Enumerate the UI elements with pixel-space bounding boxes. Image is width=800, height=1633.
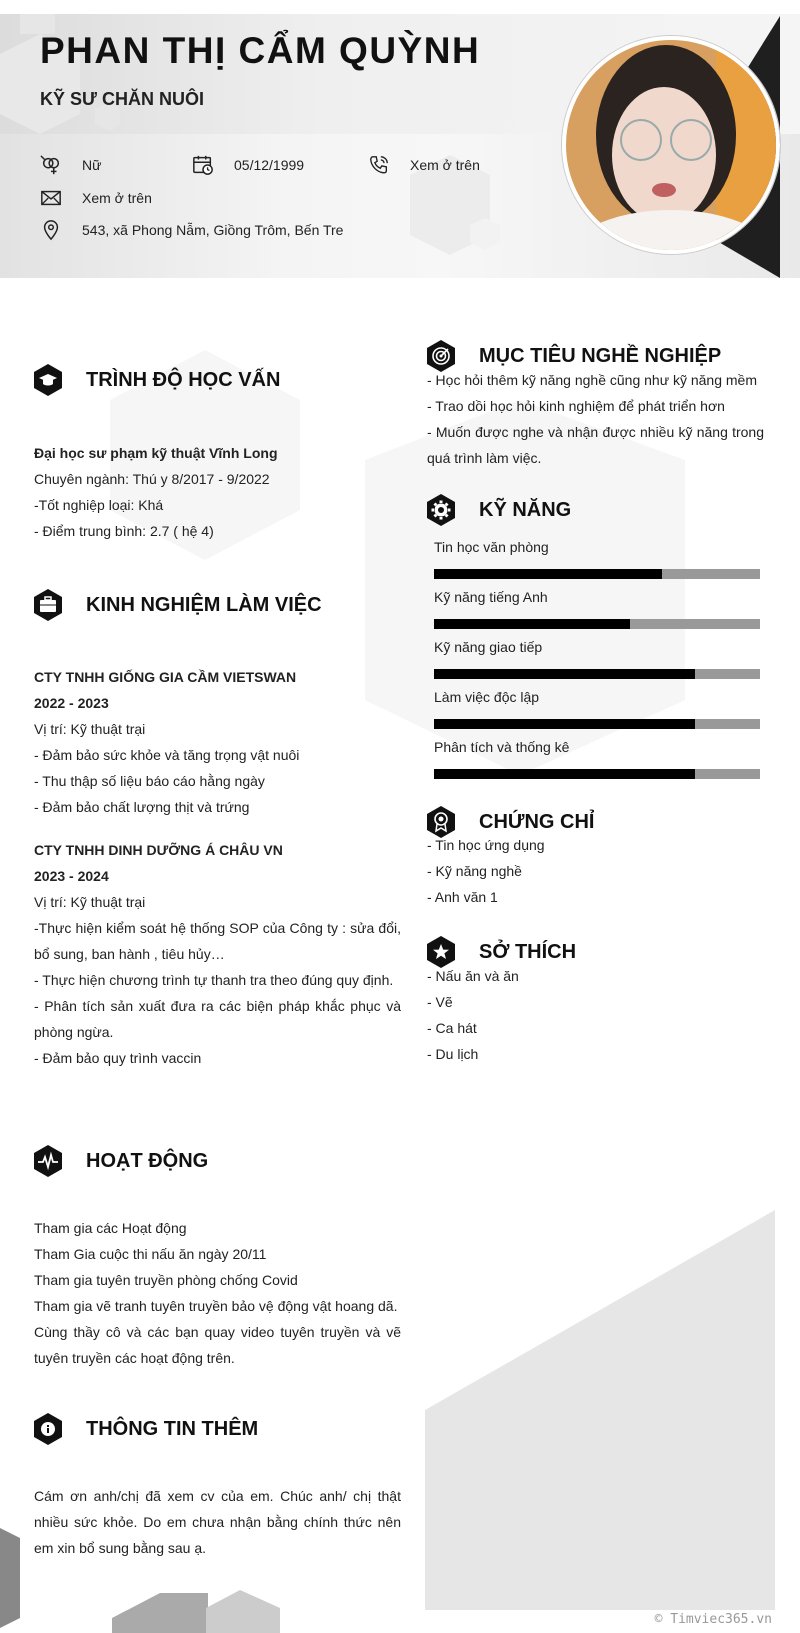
certificate-item: - Tin học ứng dụng [427, 837, 545, 853]
job-period: 2022 - 2023 [34, 695, 109, 711]
gear-icon [427, 494, 455, 526]
education-heading [34, 364, 280, 396]
email-value: Xem ở trên [82, 190, 152, 206]
hobby-item: - Du lịch [427, 1046, 479, 1062]
job-duty: - Đảm bảo sức khỏe và tăng trọng vật nuôi [34, 747, 300, 763]
job-company: CTY TNHH GIỐNG GIA CẦM VIETSWAN [34, 669, 297, 685]
activity-line: Tham Gia cuộc thi nấu ăn ngày 20/11 [34, 1246, 267, 1262]
skill-item [434, 739, 760, 779]
skill-name: Phân tích và thống kê [434, 739, 570, 755]
certificate-item: - Kỹ năng nghề [427, 863, 522, 879]
gender-row [40, 154, 101, 176]
graduation-cap-icon [34, 364, 62, 396]
activities-heading [34, 1145, 208, 1177]
education-line: - Điểm trung bình: 2.7 ( hệ 4) [34, 523, 214, 539]
job-duty: -Thực hiện kiểm soát hệ thống SOP của Công ty : sửa đổi, bổ sung, ban hành , tiêu hủy… [34, 920, 401, 962]
skills-heading [427, 494, 571, 526]
skill-bar [434, 769, 760, 779]
education-school: Đại học sư phạm kỹ thuật Vĩnh Long [34, 445, 278, 461]
job-position: Vị trí: Kỹ thuật trại [34, 894, 146, 910]
pulse-icon [34, 1145, 62, 1177]
activity-line: Tham gia tuyên truyền phòng chống Covid [34, 1272, 298, 1288]
hobby-item: - Vẽ [427, 994, 453, 1010]
dob-row [192, 154, 304, 176]
hobbies-content [427, 963, 764, 1067]
education-title: TRÌNH ĐỘ HỌC VẤN [86, 368, 281, 391]
skill-name: Kỹ năng giao tiếp [434, 639, 543, 655]
activities-title: HOẠT ĐỘNG [86, 1149, 209, 1172]
skill-name: Làm việc độc lập [434, 689, 540, 705]
hobby-item: - Ca hát [427, 1020, 477, 1036]
education-content [34, 440, 404, 544]
objective-line: - Trao dồi học hỏi kinh nghiệm để phát triển hơn [427, 398, 725, 414]
gender-icon [40, 154, 62, 176]
extra-info-text: Cám ơn anh/chị đã xem cv của em. Chúc anh/ chị thật nhiều sức khỏe. Do em chưa nhận bằng chính thức nên em xin bổ sung bằng sau ạ. [34, 1488, 401, 1556]
job-duty: - Phân tích sản xuất đưa ra các biện pháp khắc phục và phòng ngừa. [34, 998, 401, 1040]
job-period: 2023 - 2024 [34, 868, 109, 884]
skill-bar [434, 569, 760, 579]
extra-info-heading [34, 1413, 258, 1445]
skill-bar [434, 619, 760, 629]
job-duty: - Thu thập số liệu báo cáo hằng ngày [34, 773, 265, 789]
skill-item [434, 589, 760, 629]
extra-info-title: THÔNG TIN THÊM [86, 1417, 259, 1440]
skill-bar-fill [434, 719, 695, 729]
envelope-icon [40, 187, 62, 209]
background-triangle-bottom-right [425, 1210, 785, 1610]
activities-content [34, 1215, 401, 1371]
skill-name: Kỹ năng tiếng Anh [434, 589, 548, 605]
skill-item [434, 539, 760, 579]
activity-line: Tham gia các Hoạt động [34, 1220, 187, 1236]
skill-bar-fill [434, 769, 695, 779]
candidate-title: KỸ SƯ CHĂN NUÔI [40, 89, 204, 109]
education-line: Chuyên ngành: Thú y 8/2017 - 9/2022 [34, 471, 270, 487]
profile-photo-image [566, 40, 780, 254]
certificates-content [427, 832, 764, 910]
skill-name: Tin học văn phòng [434, 539, 549, 555]
location-pin-icon [40, 219, 62, 241]
skills-title: KỸ NĂNG [479, 498, 572, 521]
phone-value: Xem ở trên [410, 157, 480, 173]
skill-bar [434, 669, 760, 679]
skill-bar-fill [434, 669, 695, 679]
calendar-icon [192, 154, 214, 176]
info-icon [34, 1413, 62, 1445]
experience-heading [34, 589, 322, 621]
certificates-title: CHỨNG CHỈ [479, 810, 595, 833]
objective-line: - Học hỏi thêm kỹ năng nghề cũng như kỹ năng mềm [427, 372, 757, 388]
activity-line: Tham gia vẽ tranh tuyên truyền bảo vệ động vật hoang dã. [34, 1298, 398, 1314]
skill-bar-fill [434, 619, 630, 629]
job-company: CTY TNHH DINH DƯỠNG Á CHÂU VN [34, 842, 283, 858]
phone-row [368, 154, 480, 176]
job-duty: - Đảm bảo quy trình vaccin [34, 1050, 202, 1066]
gender-value: Nữ [82, 157, 102, 173]
objective-title: MỤC TIÊU NGHỀ NGHIỆP [479, 344, 722, 367]
job-position: Vị trí: Kỹ thuật trại [34, 721, 146, 737]
experience-title: KINH NGHIỆM LÀM VIỆC [86, 593, 322, 616]
hobby-item: - Nấu ăn và ăn [427, 968, 519, 984]
skill-item [434, 689, 760, 729]
job-2 [34, 837, 401, 1071]
certificate-item: - Anh văn 1 [427, 889, 498, 905]
address-value: 543, xã Phong Nẫm, Giồng Trôm, Bến Tre [82, 222, 344, 238]
skill-bar [434, 719, 760, 729]
job-duty: - Đảm bảo chất lượng thịt và trứng [34, 799, 250, 815]
briefcase-icon [34, 589, 62, 621]
email-row [40, 187, 152, 209]
skill-item [434, 639, 760, 679]
candidate-name: PHAN THỊ CẨM QUỲNH [40, 30, 481, 71]
skill-bar-fill [434, 569, 662, 579]
activity-line: Cùng thầy cô và các bạn quay video tuyên truyền và vẽ tuyên truyền các hoạt động trên. [34, 1324, 401, 1366]
objective-line: - Muốn được nghe và nhận được nhiều kỹ năng trong quá trình làm việc. [427, 424, 764, 466]
watermark: © Timviec365.vn [654, 1612, 772, 1627]
hobbies-title: SỞ THÍCH [479, 940, 577, 963]
job-1 [34, 664, 401, 820]
profile-photo [562, 36, 780, 254]
extra-info-content [34, 1483, 401, 1561]
job-duty: - Thực hiện chương trình tự thanh tra theo đúng quy định. [34, 972, 394, 988]
education-line: -Tốt nghiệp loại: Khá [34, 497, 164, 513]
dob-value: 05/12/1999 [234, 157, 305, 173]
address-row [40, 219, 343, 241]
phone-icon [368, 154, 390, 176]
objective-content [427, 367, 764, 471]
